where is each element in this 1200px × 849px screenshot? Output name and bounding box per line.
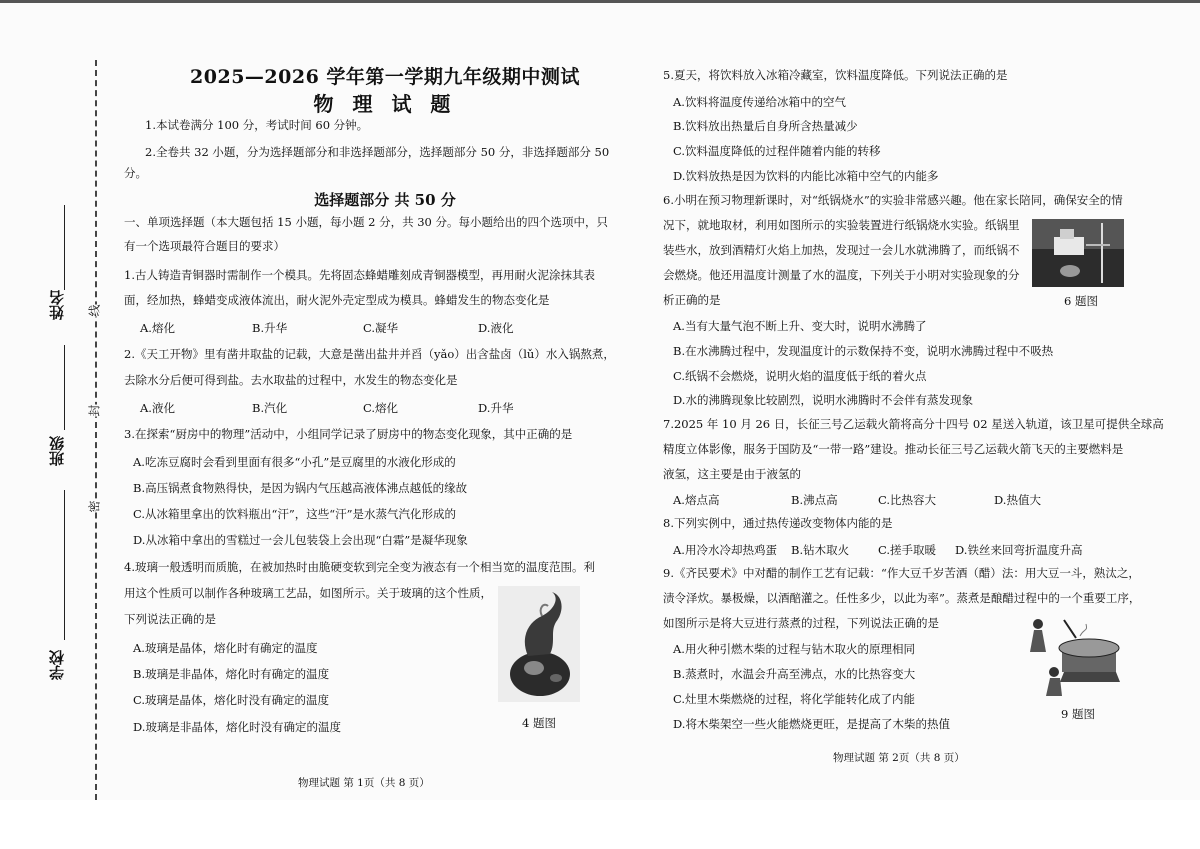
q9-figure-caption: 9 题图 bbox=[1061, 707, 1095, 721]
bottom-margin bbox=[0, 800, 1200, 849]
name-fill-line[interactable] bbox=[64, 205, 65, 290]
q6-stem-5: 析正确的是 bbox=[663, 293, 721, 307]
q3-option-d[interactable]: D.从冰箱中拿出的雪糕过一会儿包装袋上会出现“白霜”是凝华现象 bbox=[133, 533, 468, 547]
q4-stem-1: 4.玻璃一般透明而质脆，在被加热时由脆硬变软到完全变为液态有一个相当宽的温度范围。利 bbox=[124, 560, 595, 574]
q1-stem-2: 面，经加热，蜂蜡变成液体流出，耐火泥外壳定型成为模具。蜂蜡发生的物态变化是 bbox=[124, 293, 550, 307]
seal-char-secret: 密 bbox=[84, 500, 105, 512]
q4-stem-3: 下列说法正确的是 bbox=[124, 612, 216, 626]
right-page-footer: 物理试题 第 2页（共 8 页） bbox=[833, 752, 965, 764]
q1-option-c[interactable]: C.凝华 bbox=[363, 321, 399, 335]
q7-stem-2: 精度立体影像，服务于国防及“一带一路”建设。推动长征三号乙运载火箭飞天的主要燃料是 bbox=[663, 442, 1124, 456]
q6-stem-4: 会燃烧。他还用温度计测量了水的温度，下列关于小明对实验现象的分 bbox=[663, 268, 1020, 282]
note-2-cont: 分。 bbox=[124, 166, 147, 180]
q8-option-d[interactable]: D.铁丝来回弯折温度升高 bbox=[955, 543, 1083, 557]
binding-dashed-line bbox=[95, 60, 97, 800]
q7-option-c[interactable]: C.比热容大 bbox=[878, 493, 937, 507]
q4-option-a[interactable]: A.玻璃是晶体，熔化时有确定的温度 bbox=[133, 641, 318, 655]
q8-option-a[interactable]: A.用冷水冷却热鸡蛋 bbox=[673, 543, 777, 557]
glass-artwork-photo bbox=[498, 586, 580, 702]
q9-stem-2: 渍令泽炊。暴极燥，以酒醅灌之。任性多少，以此为率”。蒸煮是酿醋过程中的一个重要工序， bbox=[663, 591, 1141, 605]
q9-option-c[interactable]: C.灶里木柴燃烧的过程，将化学能转化成了内能 bbox=[673, 692, 916, 706]
q7-option-d[interactable]: D.热值大 bbox=[994, 493, 1041, 507]
q3-option-b[interactable]: B.高压锅煮食物熟得快，是因为锅内气压越高液体沸点越低的缘故 bbox=[133, 481, 468, 495]
class-fill-line[interactable] bbox=[64, 345, 65, 430]
q8-option-c[interactable]: C.搓手取暖 bbox=[878, 543, 937, 557]
q3-option-c[interactable]: C.从冰箱里拿出的饮料瓶出“汗”，这些“汗”是水蒸气汽化形成的 bbox=[133, 507, 457, 521]
q1-option-d[interactable]: D.液化 bbox=[478, 321, 514, 335]
q6-figure-caption: 6 题图 bbox=[1064, 294, 1098, 308]
part-intro-1: 一、单项选择题（本大题包括 15 小题，每小题 2 分，共 30 分。每小题给出的四个选项中，只 bbox=[124, 215, 609, 229]
q4-option-d[interactable]: D.玻璃是非晶体，熔化时没有确定的温度 bbox=[133, 720, 341, 734]
q2-option-a[interactable]: A.液化 bbox=[140, 401, 175, 415]
q9-stem-1: 9.《齐民要术》中对醋的制作工艺有记载：“作大豆千岁苦酒（醋）法：用大豆一斗，熟汰之， bbox=[663, 566, 1140, 580]
q5-stem: 5.夏天，将饮料放入冰箱冷藏室，饮料温度降低。下列说法正确的是 bbox=[663, 68, 1008, 82]
q2-stem-1: 2.《天工开物》里有凿井取盐的记载，大意是凿出盐井并舀（yǎo）出含盐卤（lǔ）水入锅熬煮， bbox=[124, 347, 615, 361]
q4-option-b[interactable]: B.玻璃是非晶体，熔化时有确定的温度 bbox=[133, 667, 330, 681]
q9-stem-3: 如图所示是将大豆进行蒸煮的过程，下列说法正确的是 bbox=[663, 616, 939, 630]
q9-option-a[interactable]: A.用火种引燃木柴的过程与钻木取火的原理相同 bbox=[673, 642, 915, 656]
seal-char-seal: 封 bbox=[84, 404, 105, 416]
top-edge bbox=[0, 0, 1200, 3]
exam-subject: 物 理 试 题 bbox=[313, 92, 457, 116]
note-2: 2.全卷共 32 小题，分为选择题部分和非选择题部分，选择题部分 50 分，非选择题部分 50 bbox=[145, 145, 610, 159]
q8-option-b[interactable]: B.钻木取火 bbox=[791, 543, 850, 557]
seal-char-line: 线 bbox=[84, 304, 105, 316]
section-title: 选择题部分 共 50 分 bbox=[314, 191, 456, 209]
q3-stem: 3.在探索“厨房中的物理”活动中，小组同学记录了厨房中的物态变化现象，其中正确的是 bbox=[124, 427, 573, 441]
q8-stem: 8.下列实例中，通过热传递改变物体内能的是 bbox=[663, 516, 893, 530]
part-intro-2: 有一个选项最符合题目的要求） bbox=[124, 239, 285, 253]
q6-option-c[interactable]: C.纸锅不会燃烧，说明火焰的温度低于纸的着火点 bbox=[673, 369, 927, 383]
q6-stem-3: 装些水，放到酒精灯火焰上加热，发现过一会儿水就沸腾了，而纸锅不 bbox=[663, 243, 1020, 257]
q9-option-b[interactable]: B.蒸煮时，水温会升高至沸点，水的比热容变大 bbox=[673, 667, 916, 681]
paper-pot-experiment-photo bbox=[1032, 219, 1124, 287]
note-1: 1.本试卷满分 100 分，考试时间 60 分钟。 bbox=[145, 118, 369, 132]
exam-title: 2025—2026 学年第一学期九年级期中测试 bbox=[190, 66, 580, 88]
school-label: 学校 bbox=[48, 650, 66, 680]
left-page-footer: 物理试题 第 1页（共 8 页） bbox=[298, 777, 430, 789]
q1-option-a[interactable]: A.熔化 bbox=[140, 321, 175, 335]
q7-option-b[interactable]: B.沸点高 bbox=[791, 493, 838, 507]
school-fill-line[interactable] bbox=[64, 490, 65, 640]
q2-option-d[interactable]: D.升华 bbox=[478, 401, 514, 415]
q2-option-b[interactable]: B.汽化 bbox=[252, 401, 288, 415]
q7-option-a[interactable]: A.熔点高 bbox=[673, 493, 720, 507]
q1-option-b[interactable]: B.升华 bbox=[252, 321, 288, 335]
ancient-steaming-illustration bbox=[1024, 610, 1132, 702]
q5-option-b[interactable]: B.饮料放出热量后自身所含热量减少 bbox=[673, 119, 858, 133]
q7-stem-1: 7.2025 年 10 月 26 日，长征三号乙运载火箭将高分十四号 02 星送入轨道，该卫星可提供全球高 bbox=[663, 417, 1164, 431]
q6-option-a[interactable]: A.当有大量气泡不断上升、变大时，说明水沸腾了 bbox=[673, 319, 927, 333]
q3-option-a[interactable]: A.吃冻豆腐时会看到里面有很多“小孔”是豆腐里的水液化形成的 bbox=[133, 455, 456, 469]
q4-figure-caption: 4 题图 bbox=[522, 716, 556, 730]
q6-option-b[interactable]: B.在水沸腾过程中，发现温度计的示数保持不变，说明水沸腾过程中不吸热 bbox=[673, 344, 1054, 358]
q6-stem-2: 况下，就地取材，利用如图所示的实验装置进行纸锅烧水实验。纸锅里 bbox=[663, 218, 1020, 232]
name-label: 姓名 bbox=[48, 290, 66, 320]
q2-stem-2: 去除水分后便可得到盐。去水取盐的过程中，水发生的物态变化是 bbox=[124, 373, 458, 387]
q5-option-c[interactable]: C.饮料温度降低的过程伴随着内能的转移 bbox=[673, 144, 881, 158]
q5-option-d[interactable]: D.饮料放热是因为饮料的内能比冰箱中空气的内能多 bbox=[673, 169, 939, 183]
q4-option-c[interactable]: C.玻璃是晶体，熔化时没有确定的温度 bbox=[133, 693, 330, 707]
q1-stem-1: 1.古人铸造青铜器时需制作一个模具。先将固态蜂蜡雕刻成青铜器模型，再用耐火泥涂抹其表 bbox=[124, 268, 595, 282]
q9-option-d[interactable]: D.将木柴架空一些火能燃烧更旺，是提高了木柴的热值 bbox=[673, 717, 950, 731]
q5-option-a[interactable]: A.饮料将温度传递给冰箱中的空气 bbox=[673, 95, 846, 109]
q7-stem-3: 液氢，这主要是由于液氢的 bbox=[663, 467, 801, 481]
q4-stem-2: 用这个性质可以制作各种玻璃工艺品，如图所示。关于玻璃的这个性质， bbox=[124, 586, 492, 600]
q6-option-d[interactable]: D.水的沸腾现象比较剧烈，说明水沸腾时不会伴有蒸发现象 bbox=[673, 393, 973, 407]
q2-option-c[interactable]: C.熔化 bbox=[363, 401, 399, 415]
q6-stem-1: 6.小明在预习物理新课时，对“纸锅烧水”的实验非常感兴趣。他在家长陪同，确保安全的情 bbox=[663, 193, 1123, 207]
class-label: 班级 bbox=[48, 436, 66, 466]
